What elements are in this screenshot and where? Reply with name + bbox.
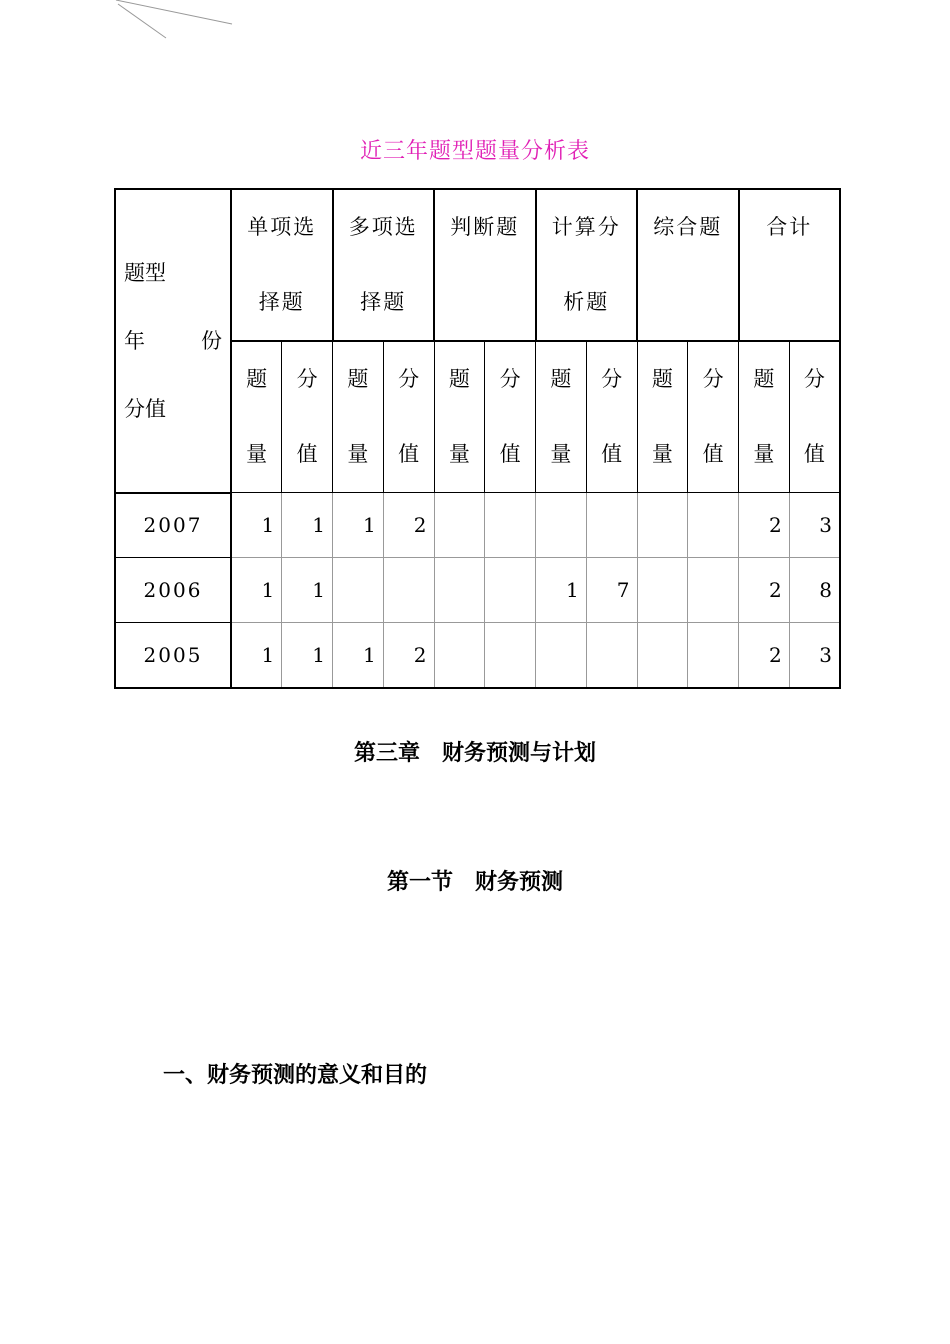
data-cell: 2	[739, 493, 790, 558]
sub-header-line2: 量	[347, 442, 369, 466]
data-cell: 1	[333, 623, 384, 688]
sub-header-score	[586, 341, 637, 493]
header-year-label-b: 份	[201, 328, 222, 353]
sub-header-line2: 值	[803, 442, 825, 466]
sub-header-line2: 量	[550, 442, 572, 466]
data-cell	[485, 493, 536, 558]
data-cell: 7	[586, 558, 637, 623]
data-cell: 1	[282, 558, 333, 623]
sub-header-score	[789, 341, 840, 493]
category-header-4	[637, 189, 739, 341]
sub-header-score	[688, 341, 739, 493]
data-cell	[485, 623, 536, 688]
sub-header-count	[434, 341, 485, 493]
sub-header-line1: 分	[398, 367, 420, 391]
sub-header-line2: 值	[296, 442, 318, 466]
row-year: 2005	[115, 623, 231, 688]
data-cell: 1	[231, 623, 282, 688]
data-cell: 2	[739, 623, 790, 688]
sub-header-count	[637, 341, 688, 493]
data-cell: 1	[282, 493, 333, 558]
category-header-1	[333, 189, 435, 341]
sub-header-line1: 分	[803, 367, 825, 391]
sub-header-line2: 值	[702, 442, 724, 466]
category-label-line1: 多项选	[348, 215, 418, 239]
sub-header-line1: 分	[499, 367, 521, 391]
data-cell: 3	[789, 493, 840, 558]
data-cell: 2	[383, 623, 434, 688]
data-cell: 1	[282, 623, 333, 688]
category-header-3	[536, 189, 638, 341]
data-cell	[383, 558, 434, 623]
category-header-5	[739, 189, 841, 341]
data-cell	[434, 558, 485, 623]
data-cell	[637, 493, 688, 558]
data-cell: 1	[536, 558, 587, 623]
sub-header-line1: 题	[347, 367, 369, 391]
data-cell	[688, 493, 739, 558]
category-label-line2: 择题	[258, 290, 305, 314]
sub-header-line2: 量	[448, 442, 470, 466]
data-cell	[637, 558, 688, 623]
sub-header-line1: 分	[296, 367, 318, 391]
sub-header-line1: 题	[651, 367, 673, 391]
sub-header-line1: 题	[550, 367, 572, 391]
sub-header-count	[231, 341, 282, 493]
table-row	[115, 558, 840, 623]
category-header-0	[231, 189, 333, 341]
sub-header-score	[485, 341, 536, 493]
data-cell	[536, 493, 587, 558]
sub-header-line2: 值	[601, 442, 623, 466]
header-type-label: 题型	[124, 260, 166, 285]
data-cell	[333, 558, 384, 623]
row-year: 2007	[115, 493, 231, 558]
sub-header-line1: 分	[702, 367, 724, 391]
chapter-title: 第三章 财务预测与计划	[353, 741, 596, 766]
header-corner-cell	[115, 189, 231, 493]
sub-header-line1: 题	[448, 367, 470, 391]
data-cell: 2	[383, 493, 434, 558]
category-label-line1: 计算分	[551, 215, 621, 239]
header-score-label: 分值	[124, 396, 166, 421]
data-cell	[637, 623, 688, 688]
sub-header-line1: 分	[601, 367, 623, 391]
sub-header-count	[536, 341, 587, 493]
category-label-line2: 析题	[563, 290, 610, 314]
data-cell	[434, 493, 485, 558]
row-year: 2006	[115, 558, 231, 623]
table-title: 近三年题型题量分析表	[359, 139, 590, 164]
sub-header-line2: 量	[651, 442, 673, 466]
sub-header-line2: 值	[398, 442, 420, 466]
data-cell: 2	[739, 558, 790, 623]
category-label-line1: 合计	[766, 215, 813, 239]
sub-header-score	[383, 341, 434, 493]
sub-header-count	[333, 341, 384, 493]
data-cell: 1	[333, 493, 384, 558]
data-cell: 3	[789, 623, 840, 688]
category-label-line1: 判断题	[450, 215, 520, 239]
category-label-line2: 择题	[360, 290, 407, 314]
category-label-line1: 综合题	[653, 215, 723, 239]
data-cell	[586, 623, 637, 688]
subsection-title: 一、财务预测的意义和目的	[163, 1063, 428, 1088]
data-cell: 1	[231, 493, 282, 558]
table-row	[115, 623, 840, 688]
table-row	[115, 493, 840, 558]
data-cell	[536, 623, 587, 688]
sub-header-line1: 题	[246, 367, 268, 391]
data-cell: 1	[231, 558, 282, 623]
category-header-2	[434, 189, 536, 341]
corner-fold-mark	[0, 0, 240, 40]
sub-header-line2: 量	[246, 442, 268, 466]
question-stats-table	[114, 188, 841, 689]
sub-header-count	[739, 341, 790, 493]
section-title: 第一节 财务预测	[386, 870, 563, 895]
header-year-label-a: 年	[124, 328, 145, 353]
sub-header-line2: 值	[499, 442, 521, 466]
data-cell	[688, 623, 739, 688]
data-cell	[434, 623, 485, 688]
sub-header-line1: 题	[753, 367, 775, 391]
data-cell	[485, 558, 536, 623]
data-cell: 8	[789, 558, 840, 623]
data-cell	[688, 558, 739, 623]
data-cell	[586, 493, 637, 558]
sub-header-score	[282, 341, 333, 493]
sub-header-line2: 量	[753, 442, 775, 466]
category-label-line1: 单项选	[247, 215, 317, 239]
